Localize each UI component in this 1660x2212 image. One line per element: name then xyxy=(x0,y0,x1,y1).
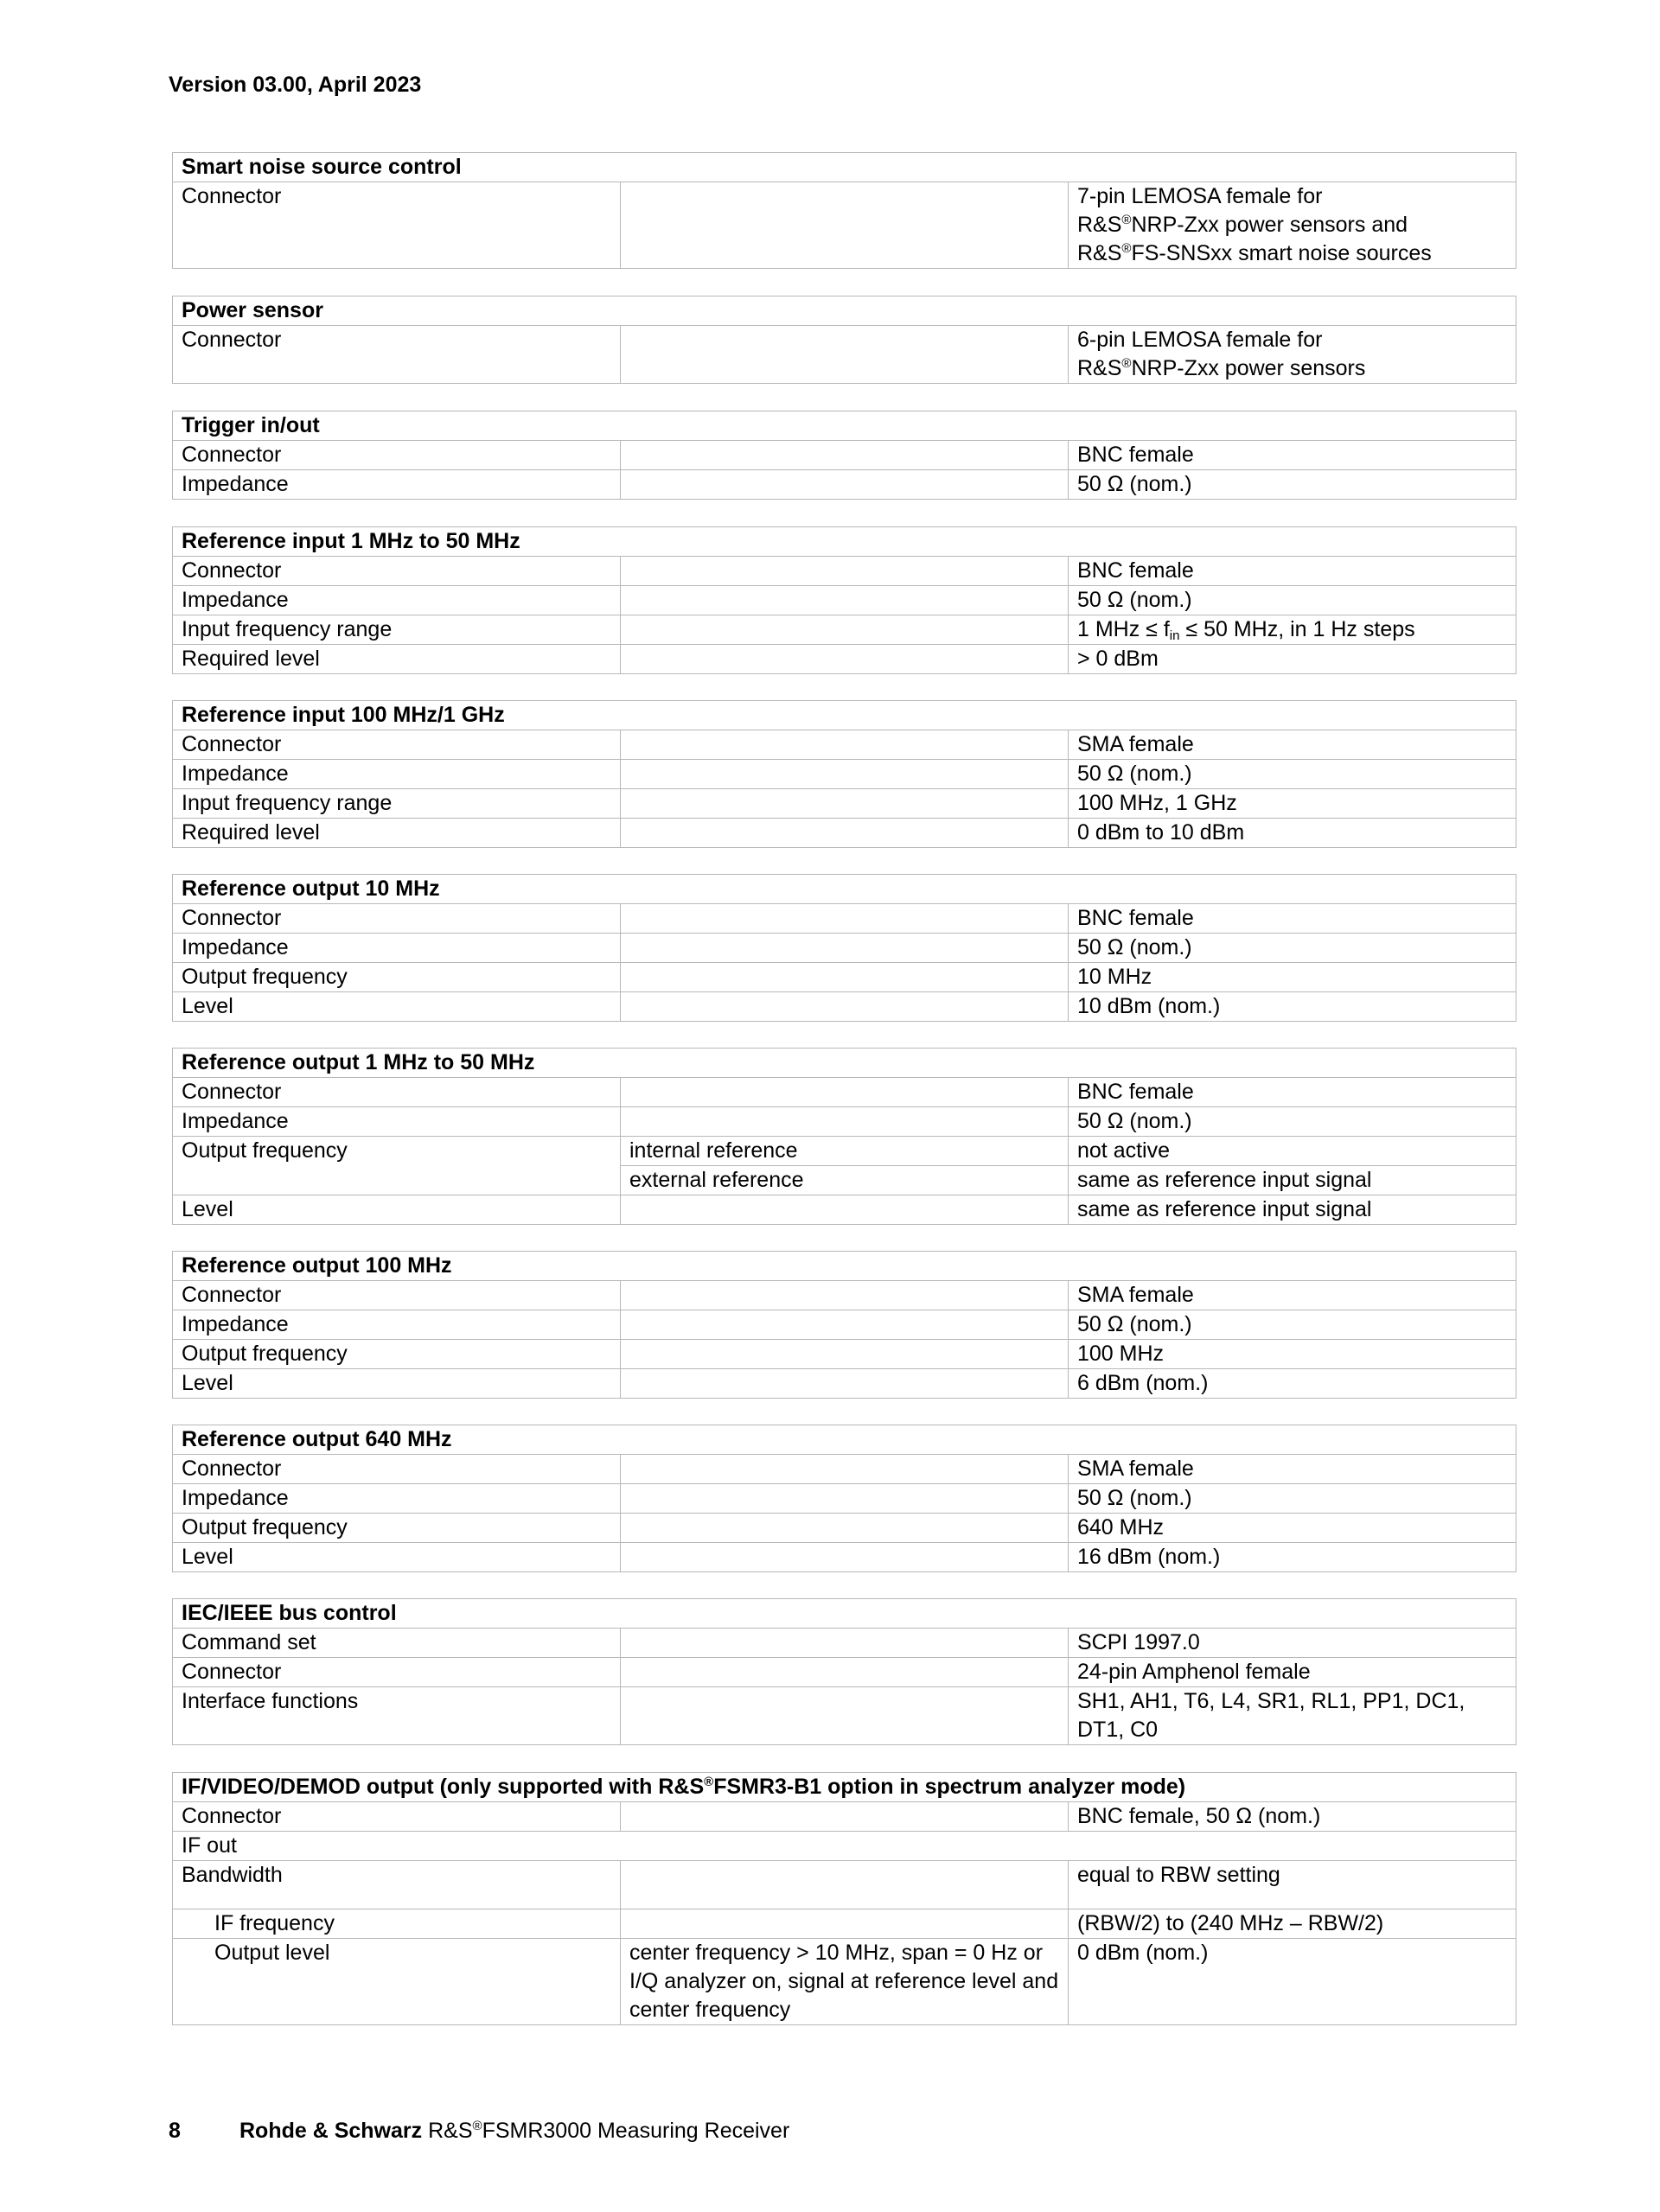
table-row xyxy=(173,615,1516,645)
row-label: Output level xyxy=(173,1939,621,2025)
table-row xyxy=(173,1939,1516,2025)
row-label: Interface functions xyxy=(173,1687,621,1745)
row-condition xyxy=(621,645,1069,674)
ref-output-640-table xyxy=(172,1425,1516,1572)
row-condition xyxy=(621,1310,1069,1340)
row-value: (RBW/2) to (240 MHz – RBW/2) xyxy=(1069,1909,1516,1939)
row-condition xyxy=(621,934,1069,963)
table-row xyxy=(173,1310,1516,1340)
table-row xyxy=(173,789,1516,819)
row-value xyxy=(1069,326,1516,384)
row-condition xyxy=(621,1861,1069,1909)
table-row xyxy=(173,1543,1516,1572)
row-value: BNC female, 50 Ω (nom.) xyxy=(1069,1802,1516,1832)
table-row xyxy=(173,1281,1516,1310)
row-value: BNC female xyxy=(1069,557,1516,586)
row-condition xyxy=(621,1455,1069,1484)
row-value: 100 MHz, 1 GHz xyxy=(1069,789,1516,819)
value-line: 6-pin LEMOSA female for xyxy=(1077,328,1323,352)
row-value: 50 Ω (nom.) xyxy=(1069,586,1516,615)
table-row xyxy=(173,1195,1516,1225)
row-label: Connector xyxy=(173,1078,621,1107)
product-name: R&S®FSMR3000 Measuring Receiver xyxy=(428,2119,790,2143)
row-condition xyxy=(621,326,1069,384)
section-title: Reference output 10 MHz xyxy=(173,875,1516,904)
table-row xyxy=(173,470,1516,500)
page-footer xyxy=(169,2119,789,2144)
row-label: Input frequency range xyxy=(173,615,621,645)
table-row xyxy=(173,1658,1516,1687)
section-title: IEC/IEEE bus control xyxy=(173,1599,1516,1629)
row-value: SMA female xyxy=(1069,1455,1516,1484)
row-value xyxy=(1069,182,1516,269)
row-value: not active xyxy=(1069,1137,1516,1166)
row-label: IF frequency xyxy=(173,1909,621,1939)
row-label: Connector xyxy=(173,1802,621,1832)
row-label: Connector xyxy=(173,904,621,934)
row-label: Connector xyxy=(173,557,621,586)
row-condition xyxy=(621,963,1069,992)
row-value: 100 MHz xyxy=(1069,1340,1516,1369)
table-row xyxy=(173,1455,1516,1484)
row-label: Impedance xyxy=(173,1107,621,1137)
table-row xyxy=(173,904,1516,934)
row-label: Impedance xyxy=(173,586,621,615)
row-value: 50 Ω (nom.) xyxy=(1069,470,1516,500)
table-row xyxy=(173,1107,1516,1137)
row-condition xyxy=(621,1195,1069,1225)
row-condition xyxy=(621,1629,1069,1658)
row-label: Command set xyxy=(173,1629,621,1658)
row-label: Connector xyxy=(173,182,621,269)
table-row xyxy=(173,963,1516,992)
row-value: 0 dBm to 10 dBm xyxy=(1069,819,1516,848)
section-title: Reference input 100 MHz/1 GHz xyxy=(173,701,1516,730)
row-label: IF out xyxy=(173,1832,1516,1861)
row-condition xyxy=(621,557,1069,586)
row-condition xyxy=(621,904,1069,934)
row-label: Output frequency xyxy=(173,963,621,992)
table-row xyxy=(173,1861,1516,1909)
row-condition xyxy=(621,789,1069,819)
row-value: same as reference input signal xyxy=(1069,1166,1516,1195)
row-value: 50 Ω (nom.) xyxy=(1069,1310,1516,1340)
row-value: 50 Ω (nom.) xyxy=(1069,760,1516,789)
table-row xyxy=(173,730,1516,760)
row-label: Level xyxy=(173,1369,621,1399)
row-label xyxy=(173,1166,621,1195)
row-condition xyxy=(621,182,1069,269)
row-label: Impedance xyxy=(173,470,621,500)
row-condition xyxy=(621,586,1069,615)
row-value: 50 Ω (nom.) xyxy=(1069,1484,1516,1514)
row-label: Impedance xyxy=(173,934,621,963)
row-value: 50 Ω (nom.) xyxy=(1069,1107,1516,1137)
table-row xyxy=(173,760,1516,789)
ref-output-10-table xyxy=(172,874,1516,1022)
row-label: Bandwidth xyxy=(173,1861,621,1909)
section-title: Reference output 640 MHz xyxy=(173,1425,1516,1455)
row-value: BNC female xyxy=(1069,904,1516,934)
row-value: > 0 dBm xyxy=(1069,645,1516,674)
table-row xyxy=(173,1369,1516,1399)
table-row xyxy=(173,1832,1516,1861)
row-label: Output frequency xyxy=(173,1340,621,1369)
row-label: Connector xyxy=(173,326,621,384)
value-line: R&S®NRP-Zxx power sensors and xyxy=(1077,213,1408,237)
table-row xyxy=(173,1340,1516,1369)
table-row xyxy=(173,1484,1516,1514)
row-condition xyxy=(621,1658,1069,1687)
table-row xyxy=(173,557,1516,586)
table-row xyxy=(173,1137,1516,1166)
ref-input-100-table xyxy=(172,700,1516,848)
row-condition xyxy=(621,1687,1069,1745)
row-label: Connector xyxy=(173,730,621,760)
row-value: BNC female xyxy=(1069,441,1516,470)
company-name: Rohde & Schwarz xyxy=(239,2119,423,2143)
row-condition xyxy=(621,1369,1069,1399)
table-row xyxy=(173,441,1516,470)
value-line: R&S®FS-SNSxx smart noise sources xyxy=(1077,241,1432,265)
section-title: IF/VIDEO/DEMOD output (only supported with R&S®FSMR3-B1 option in spectrum analyzer mode) xyxy=(173,1773,1516,1802)
row-value: 50 Ω (nom.) xyxy=(1069,934,1516,963)
page-number: 8 xyxy=(169,2119,181,2143)
row-condition: internal reference xyxy=(621,1137,1069,1166)
if-video-table xyxy=(172,1772,1516,2025)
row-label: Input frequency range xyxy=(173,789,621,819)
row-condition xyxy=(621,470,1069,500)
table-row xyxy=(173,1078,1516,1107)
row-value: 10 MHz xyxy=(1069,963,1516,992)
row-label: Level xyxy=(173,1543,621,1572)
row-value: 10 dBm (nom.) xyxy=(1069,992,1516,1022)
value-line: 7-pin LEMOSA female for xyxy=(1077,184,1323,208)
row-condition xyxy=(621,730,1069,760)
row-label: Output frequency xyxy=(173,1514,621,1543)
power-sensor-table xyxy=(172,296,1516,384)
row-label: Output frequency xyxy=(173,1137,621,1166)
table-row xyxy=(173,1514,1516,1543)
row-value: SCPI 1997.0 xyxy=(1069,1629,1516,1658)
row-label: Impedance xyxy=(173,760,621,789)
row-condition: external reference xyxy=(621,1166,1069,1195)
table-row xyxy=(173,1166,1516,1195)
row-label: Connector xyxy=(173,1658,621,1687)
row-condition xyxy=(621,1078,1069,1107)
row-condition xyxy=(621,760,1069,789)
row-value: SH1, AH1, T6, L4, SR1, RL1, PP1, DC1, DT1, C0 xyxy=(1069,1687,1516,1745)
table-row xyxy=(173,1629,1516,1658)
smart-noise-table xyxy=(172,152,1516,269)
table-row xyxy=(173,645,1516,674)
row-condition xyxy=(621,1514,1069,1543)
row-condition xyxy=(621,441,1069,470)
ref-input-1-50-table xyxy=(172,526,1516,674)
row-condition xyxy=(621,819,1069,848)
ref-output-1-50-table xyxy=(172,1048,1516,1225)
row-label: Connector xyxy=(173,441,621,470)
row-value: same as reference input signal xyxy=(1069,1195,1516,1225)
row-label: Level xyxy=(173,1195,621,1225)
row-label: Connector xyxy=(173,1281,621,1310)
table-row xyxy=(173,1687,1516,1745)
section-title: Reference output 100 MHz xyxy=(173,1252,1516,1281)
row-value: 0 dBm (nom.) xyxy=(1069,1939,1516,2025)
row-label: Required level xyxy=(173,645,621,674)
iec-bus-table xyxy=(172,1598,1516,1745)
row-value: 1 MHz ≤ $f_{in} \le 50$ MHz, in 1 Hz steps xyxy=(1069,615,1516,645)
row-condition xyxy=(621,1909,1069,1939)
section-title: Trigger in/out xyxy=(173,411,1516,441)
table-row xyxy=(173,934,1516,963)
row-label: Connector xyxy=(173,1455,621,1484)
ref-output-100-table xyxy=(172,1251,1516,1399)
row-value: equal to RBW setting xyxy=(1069,1861,1516,1909)
table-row xyxy=(173,1802,1516,1832)
row-condition xyxy=(621,1281,1069,1310)
row-label: Required level xyxy=(173,819,621,848)
row-value: 640 MHz xyxy=(1069,1514,1516,1543)
table-row xyxy=(173,992,1516,1022)
row-value: SMA female xyxy=(1069,1281,1516,1310)
section-title: Power sensor xyxy=(173,296,1516,326)
table-row xyxy=(173,819,1516,848)
row-condition xyxy=(621,615,1069,645)
row-condition xyxy=(621,1802,1069,1832)
row-condition xyxy=(621,1107,1069,1137)
row-condition xyxy=(621,1484,1069,1514)
section-title: Reference output 1 MHz to 50 MHz xyxy=(173,1049,1516,1078)
section-title: Reference input 1 MHz to 50 MHz xyxy=(173,527,1516,557)
row-value: 24-pin Amphenol female xyxy=(1069,1658,1516,1687)
table-row xyxy=(173,1909,1516,1939)
row-condition xyxy=(621,1543,1069,1572)
row-value: 16 dBm (nom.) xyxy=(1069,1543,1516,1572)
version-label: Version 03.00, April 2023 xyxy=(169,73,422,97)
row-value: BNC female xyxy=(1069,1078,1516,1107)
table-row xyxy=(173,586,1516,615)
row-label: Level xyxy=(173,992,621,1022)
row-condition: center frequency > 10 MHz, span = 0 Hz or I/Q analyzer on, signal at reference level and center frequency xyxy=(621,1939,1069,2025)
value-line: R&S®NRP-Zxx power sensors xyxy=(1077,356,1366,380)
row-value: 6 dBm (nom.) xyxy=(1069,1369,1516,1399)
row-label: Impedance xyxy=(173,1310,621,1340)
row-condition xyxy=(621,1340,1069,1369)
trigger-table xyxy=(172,411,1516,500)
row-condition xyxy=(621,992,1069,1022)
section-title: Smart noise source control xyxy=(173,153,1516,182)
row-label: Impedance xyxy=(173,1484,621,1514)
row-value: SMA female xyxy=(1069,730,1516,760)
